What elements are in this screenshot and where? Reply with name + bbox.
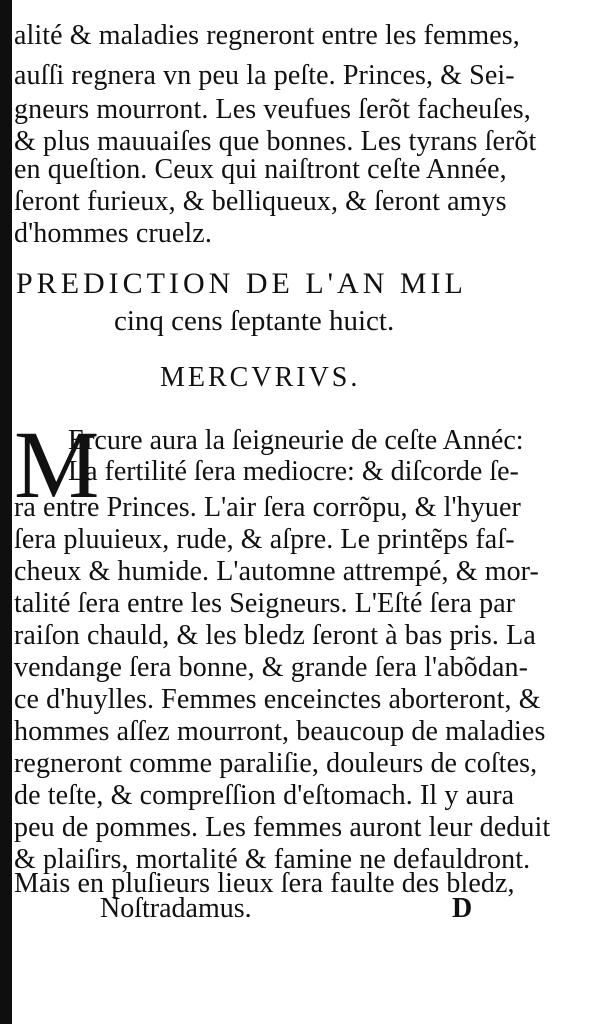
body-line-5: raiſon chauld, & les bledz ſeront à bas pris. La bbox=[14, 620, 536, 651]
body-line-4: talité ſera entre les Seigneurs. L'Eſté ſera par bbox=[14, 588, 516, 619]
body-line-1: ra entre Princes. L'air ſera corrõpu, & l'hyuer bbox=[14, 492, 521, 523]
top-paragraph-line-6: ſeront furieux, & belliqueux, & ſeront amys bbox=[14, 186, 507, 217]
top-paragraph-line-2: auſſi regnera vn peu la peſte. Princes, & Sei- bbox=[14, 60, 515, 91]
catchword: Noſtradamus. bbox=[100, 893, 252, 924]
body-line-8: hommes aſſez mourront, beaucoup de maladies bbox=[14, 716, 546, 747]
top-paragraph-line-1: alité & maladies regneront entre les femmes, bbox=[14, 20, 520, 51]
top-paragraph-line-7: d'hommes cruelz. bbox=[14, 218, 212, 249]
body-second-line: La fertilité ſera mediocre: & diſcorde ſe- bbox=[68, 456, 519, 487]
body-line-6: vendange ſera bonne, & grande ſera l'abõdan- bbox=[14, 652, 528, 683]
body-line-10: de teſte, & compreſſion d'eſtomach. Il y aura bbox=[14, 780, 515, 811]
body-line-7: ce d'huylles. Femmes enceinctes aborteront, & bbox=[14, 684, 541, 715]
page-gutter-shadow bbox=[0, 0, 12, 1024]
body-line-11: peu de pommes. Les femmes auront leur deduit bbox=[14, 812, 551, 843]
body-line-9: regneront comme paraliſie, douleurs de coſtes, bbox=[14, 748, 538, 779]
top-paragraph-line-5: en queſtion. Ceux qui naiſtront ceſte Année, bbox=[14, 154, 507, 185]
prediction-title: PREDICTION DE L'AN MIL bbox=[16, 267, 467, 300]
body-line-3: cheux & humide. L'automne attrempé, & mor- bbox=[14, 556, 539, 587]
signature-mark: D bbox=[452, 893, 473, 924]
drop-cap: M bbox=[14, 411, 100, 518]
top-paragraph-line-3: gneurs mourront. Les veufues ſerõt facheuſes, bbox=[14, 94, 531, 125]
prediction-subtitle: cinq cens ſeptante huict. bbox=[114, 305, 395, 337]
body-line-2: ſera pluuieux, rude, & aſpre. Le printẽps faſ- bbox=[14, 524, 515, 555]
body-first-line: Ercure aura la ſeigneurie de ceſte Annéc: bbox=[68, 425, 524, 456]
section-heading: MERCVRIVS. bbox=[160, 362, 361, 393]
body-line-13: Mais en pluſieurs lieux ſera faulte des bledz, bbox=[14, 868, 515, 899]
top-paragraph-line-4: & plus mauuaiſes que bonnes. Les tyrans ſerõt bbox=[14, 126, 537, 157]
body-line-12: & plaiſirs, mortalité & famine ne defauldront. bbox=[14, 844, 531, 875]
